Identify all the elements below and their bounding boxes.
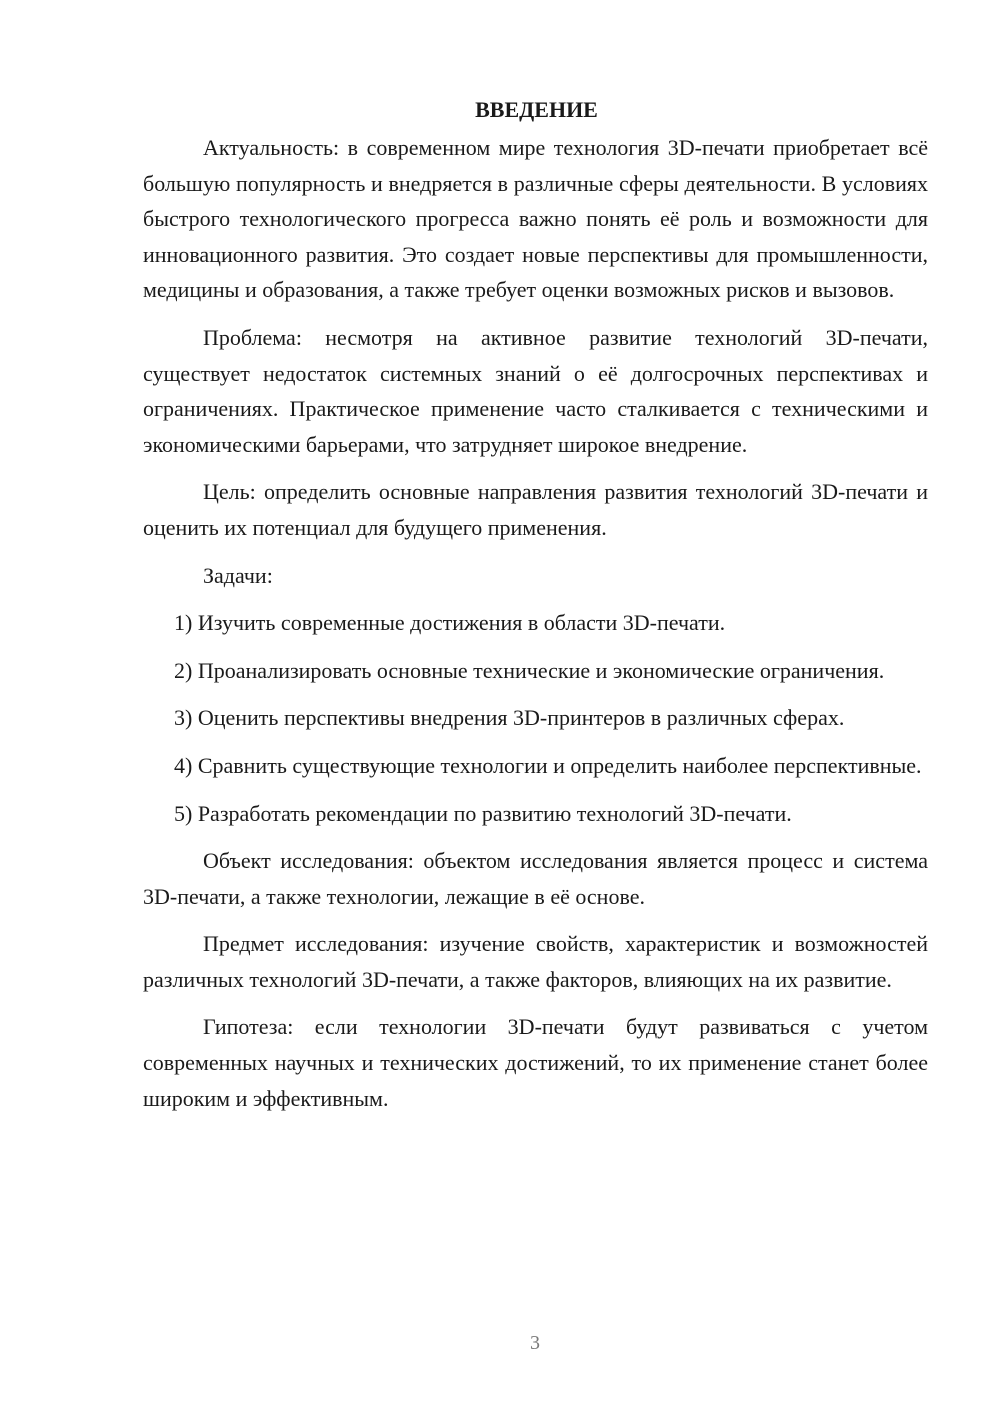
task-item-3: 3) Оценить перспективы внедрения 3D-принтеров в различных сферах. [174,705,845,731]
relevance-paragraph: Актуальность: в современном мире технология 3D-печати приобретает всё большую популярность и внедряется в различные сферы деятельности. В условиях быстрого технологического прогресса важно понять её роль и возможности для инновационного развития. Это создает новые перспективы для промышленности, медицины и образования, а также требует оценки возможных рисков и вызовов. [143,135,928,303]
hypothesis-paragraph: Гипотеза: если технологии 3D-печати будут развиваться с учетом современных научных и технических достижений, то их применение станет более широким и эффективным. [143,1014,928,1111]
tasks-heading: Задачи: [203,562,273,588]
task-item-2: 2) Проанализировать основные технические и экономические ограничения. [174,657,885,683]
subject-paragraph: Предмет исследования: изучение свойств, характеристик и возможностей различных технологий 3D-печати, а также факторов, влияющих на их развитие. [143,931,928,992]
object-paragraph: Объект исследования: объектом исследования является процесс и система 3D-печати, а также технологии, лежащие в её основе. [143,848,928,909]
problem-paragraph: Проблема: несмотря на активное развитие технологий 3D-печати, существует недостаток системных знаний о её долгосрочных перспективах и ограничениях. Практическое применение часто сталкивается с техническими и экономическими барьерами, что затрудняет широкое внедрение. [143,324,928,457]
goal-paragraph: Цель: определить основные направления развития технологий 3D-печати и оценить их потенциал для будущего применения. [143,479,928,540]
page-number: 3 [530,1332,540,1354]
task-item-4: 4) Сравнить существующие технологии и определить наиболее перспективные. [174,752,922,778]
task-item-5: 5) Разработать рекомендации по развитию технологий 3D-печати. [174,800,792,826]
page-body [143,92,928,1128]
page-title: ВВЕДЕНИЕ [475,97,598,122]
task-item-1: 1) Изучить современные достижения в области 3D-печати. [174,610,726,636]
